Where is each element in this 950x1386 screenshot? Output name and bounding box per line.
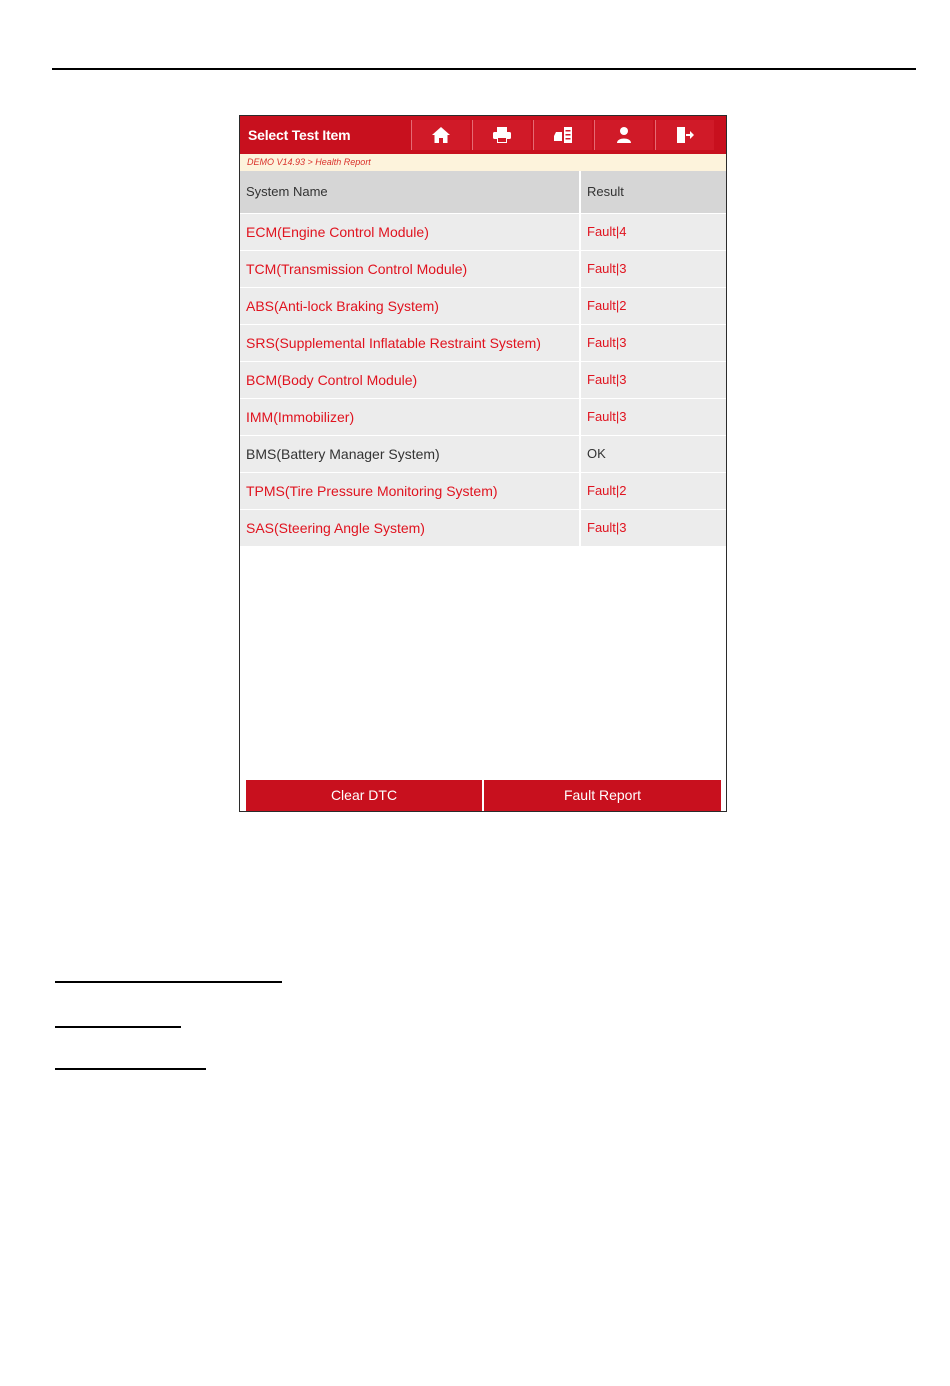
exit-icon	[675, 125, 695, 145]
user-button[interactable]	[594, 120, 653, 150]
breadcrumb: DEMO V14.93 > Health Report	[240, 154, 726, 171]
column-header-result: Result	[580, 171, 726, 213]
result-cell: Fault|3	[580, 361, 726, 398]
table-row[interactable]	[240, 509, 726, 546]
table-header-row	[240, 171, 726, 213]
home-button[interactable]	[411, 120, 470, 150]
table-row[interactable]	[240, 472, 726, 509]
result-cell: Fault|3	[580, 250, 726, 287]
result-cell: Fault|3	[580, 324, 726, 361]
system-name-cell: BCM(Body Control Module)	[240, 361, 580, 398]
system-name-cell: TPMS(Tire Pressure Monitoring System)	[240, 472, 580, 509]
vehicle-list-button[interactable]	[533, 120, 592, 150]
system-name-cell: SAS(Steering Angle System)	[240, 509, 580, 546]
app-toolbar	[240, 116, 726, 154]
underline-rule	[55, 1026, 181, 1028]
result-cell: Fault|4	[580, 213, 726, 250]
system-name-cell: ABS(Anti-lock Braking System)	[240, 287, 580, 324]
result-cell: Fault|2	[580, 287, 726, 324]
clear-dtc-button[interactable]: Clear DTC	[246, 780, 482, 811]
app-window	[239, 115, 727, 812]
table-row[interactable]	[240, 213, 726, 250]
result-cell: Fault|2	[580, 472, 726, 509]
column-header-system-name: System Name	[240, 171, 580, 213]
page-title: Select Test Item	[248, 127, 351, 143]
exit-button[interactable]	[655, 120, 714, 150]
system-name-cell: TCM(Transmission Control Module)	[240, 250, 580, 287]
table-row[interactable]	[240, 287, 726, 324]
table-row[interactable]	[240, 398, 726, 435]
table-row[interactable]	[240, 250, 726, 287]
vehicle-list-icon	[553, 125, 573, 145]
result-cell: OK	[580, 435, 726, 472]
system-name-cell: ECM(Engine Control Module)	[240, 213, 580, 250]
page-top-rule	[52, 68, 916, 70]
action-bar	[246, 780, 721, 811]
print-button[interactable]	[472, 120, 531, 150]
user-icon	[614, 125, 634, 145]
result-cell: Fault|3	[580, 398, 726, 435]
fault-report-button[interactable]: Fault Report	[484, 780, 721, 811]
system-name-cell: IMM(Immobilizer)	[240, 398, 580, 435]
table-row[interactable]	[240, 435, 726, 472]
table-row[interactable]	[240, 361, 726, 398]
table-row[interactable]	[240, 324, 726, 361]
health-report-table	[240, 171, 726, 547]
underline-rule	[55, 1068, 206, 1070]
print-icon	[492, 125, 512, 145]
system-name-cell: SRS(Supplemental Inflatable Restraint System)	[240, 324, 580, 361]
result-cell: Fault|3	[580, 509, 726, 546]
system-name-cell: BMS(Battery Manager System)	[240, 435, 580, 472]
underline-rule	[55, 981, 282, 983]
home-icon	[431, 125, 451, 145]
